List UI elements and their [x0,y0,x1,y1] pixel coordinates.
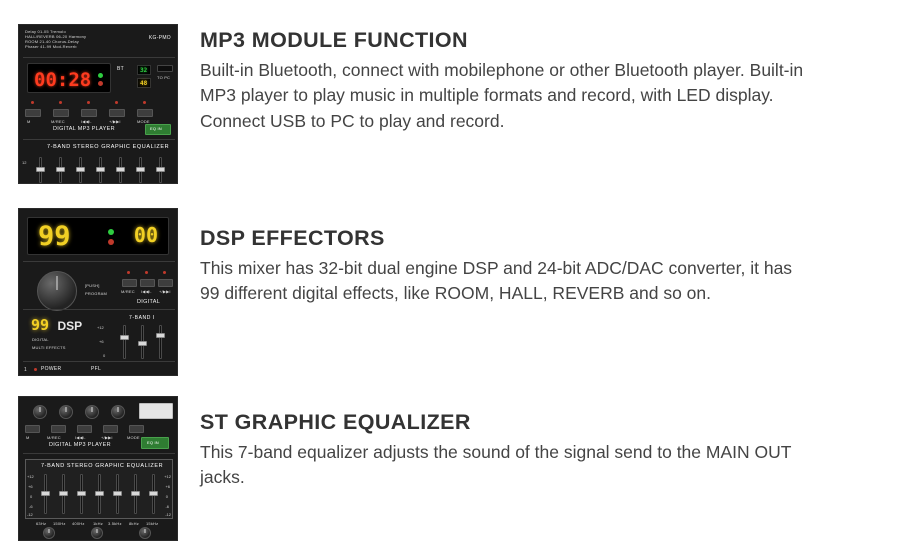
eq-band-fader[interactable] [77,491,86,496]
section-label-digital: DIGITAL [137,299,161,305]
dsp-effectors-body: This mixer has 32-bit dual engine DSP and 24-bit ADC/DAC converter, it has 99 different digital effects, like ROOM, HALL, REVERB and so on. [200,257,793,304]
usb-slot[interactable] [157,65,173,72]
button-label-next: +/▶▶I [101,435,113,440]
st-graphic-equalizer-title: ST GRAPHIC EQUALIZER [200,410,471,434]
scale-left-1: 12 [22,160,27,165]
rotary-knob[interactable] [111,405,125,419]
button-label-m: M [26,435,30,440]
button-next[interactable] [109,109,125,117]
dsp-effectors-title: DSP EFFECTORS [200,226,385,250]
led-secondary [137,65,151,75]
dsp-fader[interactable] [120,335,129,340]
eq-fader[interactable] [156,167,165,172]
button-label-mode: MODE [127,435,140,440]
button-m[interactable] [25,425,40,433]
preset-line-1: Delay 01-05 Tremolo [25,29,66,34]
dsp-badge [31,317,82,335]
dsp-scale-1: +12 [97,325,104,330]
button-mrec[interactable] [122,279,137,287]
eq-fader[interactable] [96,167,105,172]
section-label-mp3-2: DIGITAL MP3 PLAYER [49,442,111,448]
eq-scale-left-5: -12 [27,512,33,517]
output-knob[interactable] [43,527,55,539]
band-label-35khz: 3.5kHz [108,521,122,526]
button-label-mrec: M/REC [121,289,135,294]
button-label-mrec: M/REC [47,435,61,440]
preset-line-2: HALL/REVERB 06-20 Harmony [25,34,87,39]
feature-mp3-module-function [0,24,900,190]
mp3-module-text [178,24,886,134]
eq-title-1: 7-BAND STEREO GRAPHIC EQUALIZER [47,144,170,150]
dsp-fader[interactable] [138,341,147,346]
led-secondary-value: 32 [140,67,148,74]
mp3-module-title: MP3 MODULE FUNCTION [200,28,468,52]
band-label-15khz: 15kHz [146,521,159,526]
button-label-mrec: M/REC [51,119,65,124]
dsp-display-secondary: 00 [133,223,158,247]
preset-line-3: ROOM 21-40 Chorus-Delay [25,39,79,44]
label-pfl: PFL [91,366,102,372]
eq-title-2: 7-BAND I [129,315,155,321]
button-label-prev: I◀◀/- [141,289,152,294]
eq-scale-right-2: +6 [165,484,170,489]
eq-scale-right-1: +12 [164,474,171,479]
band-label-63hz: 63Hz [36,521,47,526]
button-prev[interactable] [81,109,97,117]
eq-band-fader[interactable] [131,491,140,496]
button-mode[interactable] [129,425,144,433]
label-power: POWER [41,366,62,372]
knob-label-push: [PUSH] [85,283,100,288]
mp3-module-image [18,24,178,184]
eq-band-fader[interactable] [149,491,158,496]
eq-scale-right-4: -6 [165,504,169,509]
eq-fader[interactable] [136,167,145,172]
mp3-module-body: Built-in Bluetooth, connect with mobilephone or other Bluetooth player. Built-in MP3 player to play music in multiple formats and record, with LED display. Connect USB to PC to play and record. [200,59,804,131]
rotary-knob[interactable] [59,405,73,419]
channel-number: 1 [24,367,27,373]
eq-fader[interactable] [76,167,85,172]
eq-fader[interactable] [116,167,125,172]
rotary-knob[interactable] [33,405,47,419]
eq-band-fader[interactable] [41,491,50,496]
eq-scale-right-3: 0 [165,494,168,499]
dsp-badge-text: DSP [57,319,83,333]
eq-in-label-2: EQ IN [147,440,159,445]
st-graphic-equalizer-text [178,396,886,491]
dsp-effectors-image [18,208,178,376]
model-label: KG-PMO [148,35,171,41]
eq-scale-left-3: 0 [30,494,33,499]
panel-sticker [139,403,173,419]
button-mrec[interactable] [53,109,69,117]
band-label-8khz: 8kHz [129,521,139,526]
section-label-mp3: DIGITAL MP3 PLAYER [53,126,115,132]
led-display-value: 00:28 [34,69,92,91]
eq-title-3: 7-BAND STEREO GRAPHIC EQUALIZER [41,463,164,469]
eq-band-fader[interactable] [59,491,68,496]
eq-scale-right-5: -12 [165,512,171,517]
button-mode[interactable] [137,109,153,117]
dsp-badge-sub2: MULTI EFFECTS [32,345,66,350]
dsp-fader[interactable] [156,333,165,338]
dsp-scale-2: +6 [99,339,104,344]
dsp-display [27,217,169,255]
eq-scale-left-1: +12 [27,474,34,479]
eq-scale-left-4: -6 [29,504,33,509]
eq-in-label: EQ IN [150,126,162,131]
eq-scale-left-2: +6 [28,484,33,489]
button-next[interactable] [103,425,118,433]
preset-line-4: Phaser 41-99 Mod-Reverb [25,44,77,49]
band-label-150hz: 150Hz [53,521,66,526]
st-graphic-equalizer-body: This 7-band equalizer adjusts the sound of the signal send to the MAIN OUT jacks. [200,441,792,488]
dsp-display-value: 99 [38,221,71,252]
feature-st-graphic-equalizer [0,396,900,546]
led-tertiary-value: 48 [140,80,148,87]
bluetooth-label: BT [117,66,124,72]
feature-dsp-effectors [0,208,900,380]
dsp-badge-number: 99 [31,316,50,334]
st-graphic-equalizer-image [18,396,178,541]
output-knob[interactable] [91,527,103,539]
button-label-prev: I◀◀/- [75,435,86,440]
dsp-scale-3: 0 [103,353,106,358]
dsp-effectors-text [178,208,886,307]
eq-band-fader[interactable] [95,491,104,496]
dsp-badge-sub1: DIGITAL [32,337,49,342]
band-label-400hz: 400Hz [72,521,85,526]
button-label-next: +/▶▶I [109,119,121,124]
program-knob[interactable] [37,271,77,311]
usb-label: TO PC [157,75,171,80]
eq-band-fader[interactable] [113,491,122,496]
button-label-m: M [27,119,31,124]
output-knob[interactable] [139,527,151,539]
eq-fader[interactable] [36,167,45,172]
button-prev[interactable] [140,279,155,287]
button-label-mode: MODE [137,119,150,124]
knob-label-program: PROGRAM [85,291,108,296]
equalizer-panel [25,459,173,519]
led-tertiary [137,78,151,88]
button-mrec[interactable] [51,425,66,433]
button-next[interactable] [158,279,173,287]
button-prev[interactable] [77,425,92,433]
button-label-next: +/▶▶I [159,289,171,294]
band-label-1khz: 1kHz [93,521,103,526]
eq-fader[interactable] [56,167,65,172]
button-label-prev: I◀◀/- [81,119,92,124]
led-display [27,63,111,93]
button-m[interactable] [25,109,41,117]
rotary-knob[interactable] [85,405,99,419]
